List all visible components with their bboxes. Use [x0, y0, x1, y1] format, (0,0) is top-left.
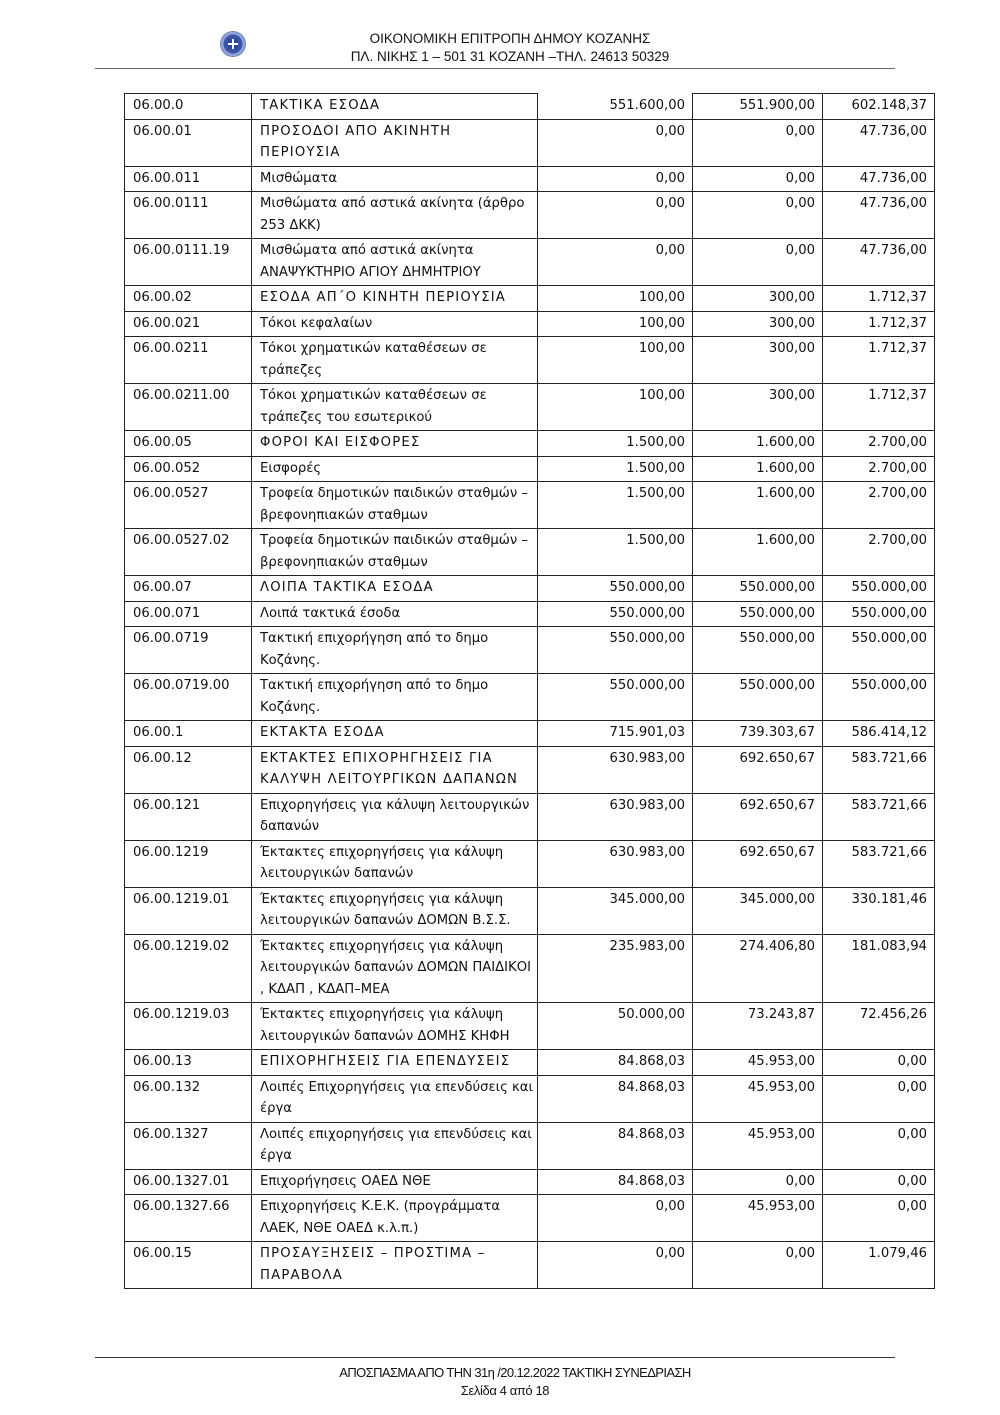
amount-1-cell: 715.901,03 [538, 721, 693, 747]
amount-2-cell: 300,00 [693, 286, 823, 312]
table-row [125, 1122, 935, 1169]
amount-3-cell: 0,00 [823, 1169, 935, 1195]
account-code-cell: 06.00.12 [125, 746, 252, 793]
table-row [125, 384, 935, 431]
description-cell: Λοιπές επιχορηγήσεις για επενδύσεις και έργα [252, 1122, 538, 1169]
description-cell: Τακτική επιχορήγηση από το δημο Κοζάνης. [252, 627, 538, 674]
amount-2-cell: 45.953,00 [693, 1075, 823, 1122]
table-row [125, 934, 935, 1003]
amount-2-cell: 0,00 [693, 119, 823, 166]
amount-1-cell: 0,00 [538, 166, 693, 192]
account-code-cell: 06.00.1327.66 [125, 1195, 252, 1242]
table-row [125, 746, 935, 793]
table-row [125, 840, 935, 887]
table-row [125, 601, 935, 627]
amount-3-cell: 1.712,37 [823, 384, 935, 431]
table-row [125, 286, 935, 312]
amount-3-cell: 47.736,00 [823, 166, 935, 192]
table-row [125, 1050, 935, 1076]
account-code-cell: 06.00.0211 [125, 337, 252, 384]
table-row [125, 192, 935, 239]
amount-2-cell: 45.953,00 [693, 1050, 823, 1076]
amount-2-cell: 0,00 [693, 1242, 823, 1289]
amount-2-cell: 692.650,67 [693, 746, 823, 793]
table-row [125, 627, 935, 674]
amount-2-cell: 550.000,00 [693, 576, 823, 602]
description-cell: Μισθώματα από αστικά ακίνητα ΑΝΑΨΥΚΤΗΡΙΟ ΑΓΙΟΥ ΔΗΜΗΤΡΙΟΥ [252, 239, 538, 286]
header-address: ΠΛ. ΝΙΚΗΣ 1 – 501 31 ΚΟΖΑΝΗ –ΤΗΛ. 24613 50329 [350, 49, 670, 64]
account-code-cell: 06.00.0211.00 [125, 384, 252, 431]
description-cell: Λοιπά τακτικά έσοδα [252, 601, 538, 627]
amount-2-cell: 274.406,80 [693, 934, 823, 1003]
amount-1-cell: 550.000,00 [538, 627, 693, 674]
description-cell: ΠΡΟΣΟΔΟΙ ΑΠΟ ΑΚΙΝΗΤΗ ΠΕΡΙΟΥΣΙΑ [252, 119, 538, 166]
amount-2-cell: 73.243,87 [693, 1003, 823, 1050]
account-code-cell: 06.00.132 [125, 1075, 252, 1122]
amount-3-cell: 47.736,00 [823, 119, 935, 166]
account-code-cell: 06.00.0 [125, 94, 252, 120]
amount-1-cell: 84.868,03 [538, 1122, 693, 1169]
account-code-cell: 06.00.052 [125, 456, 252, 482]
amount-3-cell: 1.712,37 [823, 286, 935, 312]
amount-3-cell: 1.079,46 [823, 1242, 935, 1289]
account-code-cell: 06.00.0527 [125, 482, 252, 529]
amount-2-cell: 345.000,00 [693, 887, 823, 934]
amount-2-cell: 1.600,00 [693, 431, 823, 457]
amount-2-cell: 300,00 [693, 384, 823, 431]
amount-1-cell: 550.000,00 [538, 576, 693, 602]
amount-3-cell: 0,00 [823, 1075, 935, 1122]
description-cell: Έκτακτες επιχορηγήσεις για κάλυψη λειτουργικών δαπανών [252, 840, 538, 887]
amount-2-cell: 0,00 [693, 192, 823, 239]
amount-1-cell: 630.983,00 [538, 746, 693, 793]
amount-1-cell: 630.983,00 [538, 793, 693, 840]
header-divider [95, 68, 895, 69]
account-code-cell: 06.00.071 [125, 601, 252, 627]
amount-3-cell: 181.083,94 [823, 934, 935, 1003]
table-row [125, 1169, 935, 1195]
amount-1-cell: 84.868,03 [538, 1050, 693, 1076]
footer-excerpt: ΑΠΟΣΠΑΣΜΑ ΑΠΟ ΤΗΝ 31η /20.12.2022 ΤΑΚΤΙΚΗ ΣΥΝΕΔΡΙΑΣΗ [339, 1365, 691, 1380]
amount-2-cell: 551.900,00 [693, 94, 823, 120]
account-code-cell: 06.00.0719.00 [125, 674, 252, 721]
amount-3-cell: 586.414,12 [823, 721, 935, 747]
amount-2-cell: 1.600,00 [693, 529, 823, 576]
account-code-cell: 06.00.021 [125, 311, 252, 337]
amount-2-cell: 300,00 [693, 311, 823, 337]
table-row [125, 793, 935, 840]
description-cell: ΤΑΚΤΙΚΑ ΕΣΟΔΑ [252, 94, 538, 120]
amount-1-cell: 0,00 [538, 1195, 693, 1242]
footer-divider [95, 1357, 895, 1358]
amount-1-cell: 100,00 [538, 337, 693, 384]
table-row [125, 337, 935, 384]
description-cell: ΠΡΟΣΑΥΞΗΣΕΙΣ – ΠΡΟΣΤΙΜΑ – ΠΑΡΑΒΟΛΑ [252, 1242, 538, 1289]
amount-1-cell: 50.000,00 [538, 1003, 693, 1050]
table-row [125, 721, 935, 747]
description-cell: ΦΟΡΟΙ ΚΑΙ ΕΙΣΦΟΡΕΣ [252, 431, 538, 457]
account-code-cell: 06.00.1 [125, 721, 252, 747]
table-row [125, 674, 935, 721]
amount-3-cell: 2.700,00 [823, 529, 935, 576]
amount-3-cell: 2.700,00 [823, 431, 935, 457]
amount-1-cell: 551.600,00 [538, 94, 693, 120]
description-cell: Τόκοι χρηματικών καταθέσεων σε τράπεζες του εσωτερικού [252, 384, 538, 431]
amount-1-cell: 84.868,03 [538, 1075, 693, 1122]
account-code-cell: 06.00.01 [125, 119, 252, 166]
amount-1-cell: 1.500,00 [538, 529, 693, 576]
amount-3-cell: 1.712,37 [823, 337, 935, 384]
amount-1-cell: 1.500,00 [538, 431, 693, 457]
description-cell: Επιχορηγήσεις για κάλυψη λειτουργικών δαπανών [252, 793, 538, 840]
account-code-cell: 06.00.02 [125, 286, 252, 312]
amount-3-cell: 602.148,37 [823, 94, 935, 120]
amount-2-cell: 739.303,67 [693, 721, 823, 747]
account-code-cell: 06.00.1219.03 [125, 1003, 252, 1050]
amount-1-cell: 100,00 [538, 311, 693, 337]
description-cell: ΛΟΙΠΑ ΤΑΚΤΙΚΑ ΕΣΟΔΑ [252, 576, 538, 602]
account-code-cell: 06.00.1219.02 [125, 934, 252, 1003]
amount-3-cell: 0,00 [823, 1122, 935, 1169]
amount-3-cell: 1.712,37 [823, 311, 935, 337]
amount-1-cell: 345.000,00 [538, 887, 693, 934]
amount-2-cell: 1.600,00 [693, 456, 823, 482]
account-code-cell: 06.00.121 [125, 793, 252, 840]
table-row [125, 239, 935, 286]
table-row [125, 456, 935, 482]
amount-3-cell: 2.700,00 [823, 482, 935, 529]
table-row [125, 119, 935, 166]
description-cell: Μισθώματα [252, 166, 538, 192]
amount-1-cell: 550.000,00 [538, 601, 693, 627]
amount-1-cell: 0,00 [538, 239, 693, 286]
account-code-cell: 06.00.0527.02 [125, 529, 252, 576]
amount-2-cell: 45.953,00 [693, 1195, 823, 1242]
description-cell: ΕΠΙΧΟΡΗΓΗΣΕΙΣ ΓΙΑ ΕΠΕΝΔΥΣΕΙΣ [252, 1050, 538, 1076]
table-row [125, 311, 935, 337]
amount-3-cell: 550.000,00 [823, 627, 935, 674]
account-code-cell: 06.00.1327.01 [125, 1169, 252, 1195]
description-cell: Τόκοι κεφαλαίων [252, 311, 538, 337]
budget-table-body [125, 94, 935, 1289]
amount-1-cell: 630.983,00 [538, 840, 693, 887]
amount-2-cell: 550.000,00 [693, 601, 823, 627]
amount-3-cell: 0,00 [823, 1050, 935, 1076]
account-code-cell: 06.00.0111 [125, 192, 252, 239]
table-row [125, 529, 935, 576]
description-cell: Τόκοι χρηματικών καταθέσεων σε τράπεζες [252, 337, 538, 384]
table-row [125, 431, 935, 457]
account-code-cell: 06.00.07 [125, 576, 252, 602]
description-cell: Τροφεία δημοτικών παιδικών σταθμών – βρεφονηπιακών σταθμων [252, 482, 538, 529]
description-cell: Έκτακτες επιχορηγήσεις για κάλυψη λειτουργικών δαπανών ΔΟΜΩΝ ΠΑΙΔΙΚΟΙ , ΚΔΑΠ , ΚΔΑΠ–ΜΕΑ [252, 934, 538, 1003]
account-code-cell: 06.00.0111.19 [125, 239, 252, 286]
amount-2-cell: 300,00 [693, 337, 823, 384]
description-cell: Επιχορήγησεις ΟΑΕΔ ΝΘΕ [252, 1169, 538, 1195]
amount-1-cell: 84.868,03 [538, 1169, 693, 1195]
amount-3-cell: 583.721,66 [823, 840, 935, 887]
amount-1-cell: 1.500,00 [538, 482, 693, 529]
header-title: ΟΙΚΟΝΟΜΙΚΗ ΕΠΙΤΡΟΠΗ ΔΗΜΟΥ ΚΟΖΑΝΗΣ [369, 31, 651, 46]
amount-2-cell: 692.650,67 [693, 793, 823, 840]
amount-2-cell: 550.000,00 [693, 674, 823, 721]
amount-2-cell: 692.650,67 [693, 840, 823, 887]
account-code-cell: 06.00.15 [125, 1242, 252, 1289]
amount-1-cell: 100,00 [538, 384, 693, 431]
account-code-cell: 06.00.05 [125, 431, 252, 457]
table-row [125, 887, 935, 934]
account-code-cell: 06.00.1327 [125, 1122, 252, 1169]
amount-1-cell: 235.983,00 [538, 934, 693, 1003]
amount-2-cell: 45.953,00 [693, 1122, 823, 1169]
amount-2-cell: 550.000,00 [693, 627, 823, 674]
description-cell: Έκτακτες επιχορηγήσεις για κάλυψη λειτουργικών δαπανών ΔΟΜΗΣ ΚΗΦΗ [252, 1003, 538, 1050]
description-cell: ΕΚΤΑΚΤΕΣ ΕΠΙΧΟΡΗΓΗΣΕΙΣ ΓΙΑ ΚΑΛΥΨΗ ΛΕΙΤΟΥΡΓΙΚΩΝ ΔΑΠΑΝΩΝ [252, 746, 538, 793]
amount-2-cell: 0,00 [693, 1169, 823, 1195]
account-code-cell: 06.00.13 [125, 1050, 252, 1076]
description-cell: Έκτακτες επιχορηγήσεις για κάλυψη λειτουργικών δαπανών ΔΟΜΩΝ Β.Σ.Σ. [252, 887, 538, 934]
budget-table [124, 93, 935, 1289]
account-code-cell: 06.00.1219 [125, 840, 252, 887]
amount-3-cell: 330.181,46 [823, 887, 935, 934]
amount-3-cell: 583.721,66 [823, 793, 935, 840]
amount-3-cell: 47.736,00 [823, 239, 935, 286]
description-cell: ΕΣΟΔΑ ΑΠ΄Ο ΚΙΝΗΤΗ ΠΕΡΙΟΥΣΙΑ [252, 286, 538, 312]
amount-3-cell: 550.000,00 [823, 674, 935, 721]
amount-3-cell: 583.721,66 [823, 746, 935, 793]
footer-page-number: Σελίδα 4 από 18 [460, 1383, 550, 1398]
amount-1-cell: 1.500,00 [538, 456, 693, 482]
description-cell: ΕΚΤΑΚΤΑ ΕΣΟΔΑ [252, 721, 538, 747]
table-row [125, 166, 935, 192]
amount-2-cell: 0,00 [693, 166, 823, 192]
amount-2-cell: 0,00 [693, 239, 823, 286]
table-row [125, 482, 935, 529]
account-code-cell: 06.00.011 [125, 166, 252, 192]
amount-1-cell: 0,00 [538, 119, 693, 166]
description-cell: Μισθώματα από αστικά ακίνητα (άρθρο 253 ΔΚΚ) [252, 192, 538, 239]
table-row [125, 1242, 935, 1289]
table-row [125, 576, 935, 602]
table-row [125, 1003, 935, 1050]
table-row [125, 1195, 935, 1242]
description-cell: Λοιπές Επιχορηγήσεις για επενδύσεις και έργα [252, 1075, 538, 1122]
amount-3-cell: 0,00 [823, 1195, 935, 1242]
table-row [125, 1075, 935, 1122]
amount-3-cell: 2.700,00 [823, 456, 935, 482]
amount-3-cell: 550.000,00 [823, 576, 935, 602]
page-header [0, 0, 1000, 70]
amount-1-cell: 550.000,00 [538, 674, 693, 721]
description-cell: Εισφορές [252, 456, 538, 482]
amount-1-cell: 0,00 [538, 1242, 693, 1289]
amount-1-cell: 100,00 [538, 286, 693, 312]
amount-3-cell: 72.456,26 [823, 1003, 935, 1050]
account-code-cell: 06.00.0719 [125, 627, 252, 674]
description-cell: Επιχορηγήσεις Κ.Ε.Κ. (προγράμματα ΛΑΕΚ, ΝΘΕ ΟΑΕΔ κ.λ.π.) [252, 1195, 538, 1242]
amount-1-cell: 0,00 [538, 192, 693, 239]
account-code-cell: 06.00.1219.01 [125, 887, 252, 934]
description-cell: Τροφεία δημοτικών παιδικών σταθμών – βρεφονηπιακών σταθμων [252, 529, 538, 576]
amount-3-cell: 47.736,00 [823, 192, 935, 239]
amount-2-cell: 1.600,00 [693, 482, 823, 529]
description-cell: Τακτική επιχορήγηση από το δημο Κοζάνης. [252, 674, 538, 721]
table-row [125, 94, 935, 120]
amount-3-cell: 550.000,00 [823, 601, 935, 627]
